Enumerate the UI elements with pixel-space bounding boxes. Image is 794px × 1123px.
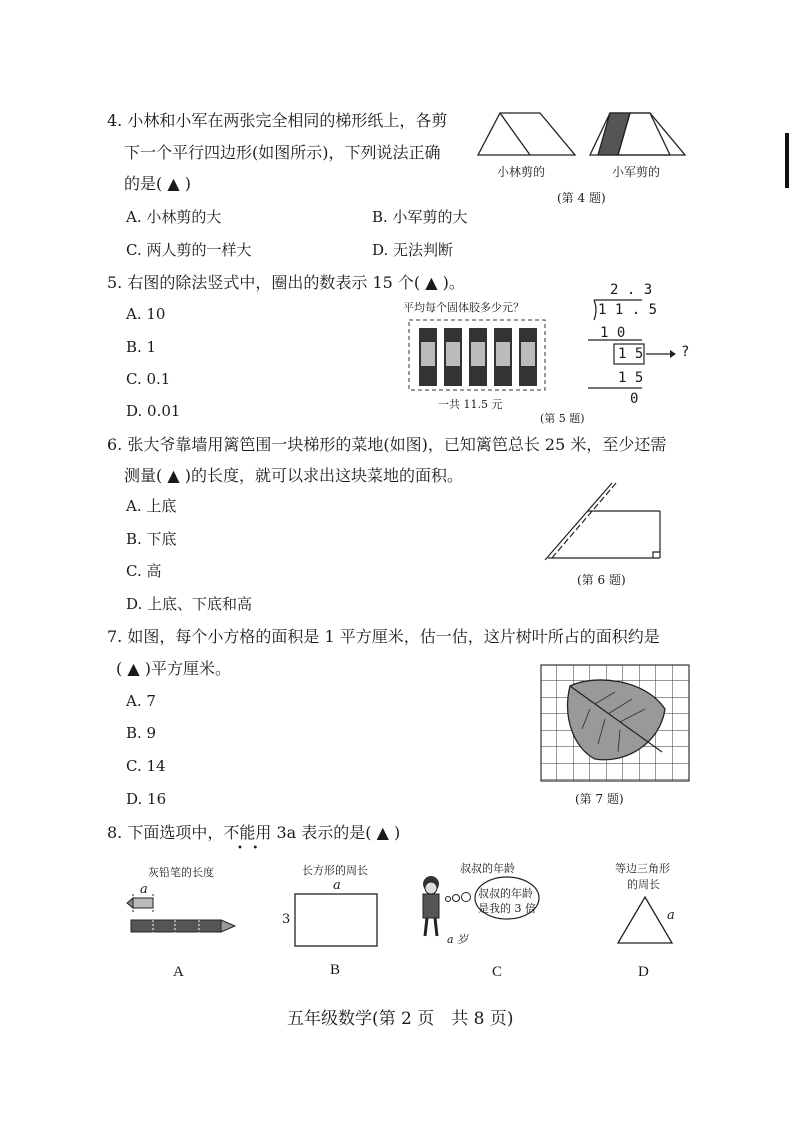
q8-b-letter: B [330,962,341,978]
q5-line1: 5. 右图的除法竖式中，圈出的数表示 15 个( ▲ )。 [107,273,465,292]
q5-arrow-target: ? [681,344,690,360]
q8-b-var: a [333,878,341,893]
q5-step3: 1 5 [618,370,644,386]
q5-boxed-number: 1 5 [618,346,644,362]
q5-remainder: 0 [630,391,639,407]
q8-c-bubble-line2: 是我的 3 倍 [478,902,536,915]
q6-line1: 6. 张大爷靠墙用篱笆围一块梯形的菜地(如图)，已知篱笆总长 25 米，至少还需 [107,435,667,454]
q8-a-var: a [140,882,148,897]
q8-d-title2: 的周长 [627,878,660,891]
emphasis-dots: • • [237,843,259,854]
page-footer: 五年级数学(第 2 页 共 8 页) [287,1009,514,1029]
q8-c-letter: C [492,964,503,980]
q8-d-title1: 等边三角形 [615,862,670,875]
q4-option-a: A. 小林剪的大 [126,208,222,226]
q8-b-side: 3 [282,912,291,927]
q4-figure-right [590,113,685,155]
q6-line2: 测量( ▲ )的长度，就可以求出这块菜地的面积。 [124,466,463,485]
q6-caption: (第 6 题) [577,573,626,587]
q8-d-triangle [615,895,675,947]
q6-option-b: B. 下底 [126,530,177,548]
q4-line1: 4. 小林和小军在两张完全相同的梯形纸上，各剪 [107,111,448,130]
q4-trapezoid-figures [470,105,695,165]
q7-option-a: A. 7 [126,692,156,710]
q8-d-letter: D [638,964,649,980]
q4-figure-left [478,113,575,155]
glue-stick-icon [419,328,537,386]
q5-option-c: C. 0.1 [126,370,171,388]
q6-option-c: C. 高 [126,562,162,580]
boy-icon [423,876,439,936]
q8-c-age: a 岁 [447,933,469,946]
q7-option-b: B. 9 [126,724,157,742]
q6-trapezoid-figure [540,480,670,565]
q7-caption: (第 7 题) [575,792,624,806]
q5-glue-sticks [407,318,547,392]
q5-option-b: B. 1 [126,338,157,356]
q7-option-d: D. 16 [126,790,167,808]
q4-option-c: C. 两人剪的一样大 [126,241,252,259]
page-edge-mark [785,133,789,188]
q7-line1: 7. 如图，每个小方格的面积是 1 平方厘米，估一估，这片树叶所占的面积约是 [107,627,660,646]
q4-line2: 下一个平行四边形(如图所示)，下列说法正确 [124,143,441,162]
q4-label-xiaojun: 小军剪的 [612,165,661,179]
q6-option-a: A. 上底 [126,497,177,515]
q5-quotient: 2 . 3 [610,282,653,298]
q5-dividend: 1 1 . 5 [598,302,658,318]
q8-line1: 8. 下面选项中，不能用 3a 表示的是( ▲ ) [107,823,401,842]
q7-line2: ( ▲ )平方厘米。 [116,659,231,678]
q5-option-d: D. 0.01 [126,402,181,420]
q5-step1: 1 0 [600,325,626,341]
q4-option-d: D. 无法判断 [372,241,454,259]
q5-caption: (第 5 题) [540,412,585,425]
q8-a-letter: A [173,964,184,980]
q4-option-b: B. 小军剪的大 [372,208,468,226]
q4-label-xiaolin: 小林剪的 [497,165,546,179]
q6-option-d: D. 上底、下底和高 [126,595,253,613]
q7-option-c: C. 14 [126,757,166,775]
q8-b-rectangle [290,892,380,948]
q7-leaf-grid [540,664,690,784]
q4-line3: 的是( ▲ ) [124,174,191,193]
q5-option-a: A. 10 [126,305,166,323]
q8-b-title: 长方形的周长 [302,864,368,877]
q5-total-label: 一共 11.5 元 [438,398,503,411]
q8-c-bubble-line1: 叔叔的年龄 [478,887,533,900]
q8-c-title: 叔叔的年龄 [460,862,515,875]
q8-a-title: 灰铅笔的长度 [148,866,214,879]
pencil-icon [125,892,240,942]
q5-question-bubble: 平均每个固体胶多少元？ [403,301,524,314]
q4-caption: (第 4 题) [557,191,606,205]
q8-d-var: a [667,908,675,923]
